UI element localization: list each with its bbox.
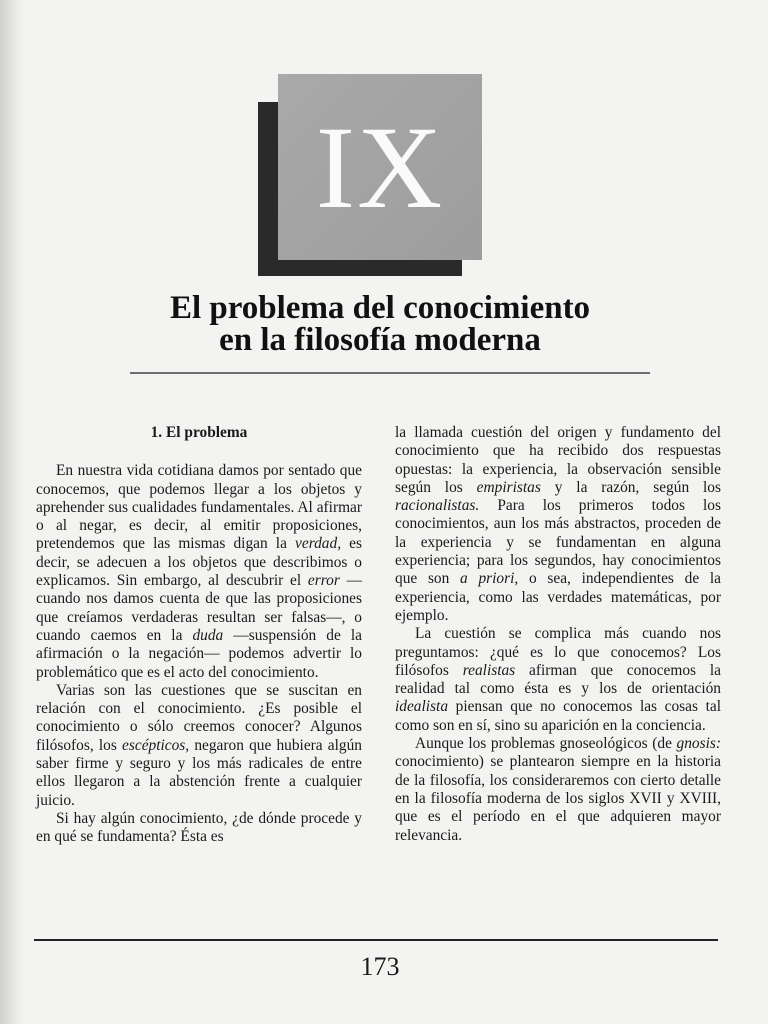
body-paragraph — [395, 625, 721, 735]
text-run: negaron que hubiera algún saber firme y seguro y los más radicales de entre ellos llegaron a la abstención frente a cualquier juicio. — [36, 736, 362, 809]
body-paragraph — [395, 735, 721, 845]
text-run: piensan que no conocemos las cosas tal como son en sí, sino su aparición en la conciencia. — [395, 698, 721, 734]
text-run: es decir, se adecuen a los objetos que describimos o explicamos. Sin embargo, al descubrir el — [36, 535, 362, 590]
body-paragraph — [36, 810, 362, 847]
italic-term: realistas — [462, 661, 516, 679]
chapter-numeral: IX — [315, 102, 445, 233]
text-run: Aunque los problemas gnoseológicos (de — [415, 735, 677, 753]
text-run: y la razón, según los — [540, 478, 721, 496]
italic-term: gnosis: — [676, 735, 721, 753]
chapter-title — [40, 292, 720, 356]
text-run: En nuestra vida cotidiana damos por sentado que conocemos, que podemos llegar a los objetos y aprehender sus cualidades fundamentales. Al afirmar o al negar, es decir, al emitir proposiciones, pretendemos que las mismas digan la — [36, 462, 362, 553]
text-run: Para los primeros todos los conocimientos, aun los más abstractos, proceden de la experiencia y se fundamentan en alguna experiencia; para los segundos, hay conocimientos que son — [395, 497, 721, 588]
italic-term: racionalistas. — [395, 497, 480, 515]
text-run: —suspensión de la afirmación o la negación— podemos advertir lo problemático que es el acto del conocimiento. — [36, 626, 362, 681]
text-run: Varias son las cuestiones que se suscitan en relación con el conocimiento. ¿Es posible el conocimiento o sólo creemos conocer? Algunos filósofos, los — [36, 681, 362, 754]
italic-term: escépticos, — [122, 736, 190, 754]
text-run: afirman que conocemos la realidad tal como ésta es y los de orientación — [395, 661, 721, 698]
footer-divider — [34, 939, 718, 941]
text-run: la llamada cuestión del origen y fundamento del conocimiento que ha recibido dos respuestas opuestas: la experiencia, la observación sensible según los — [395, 424, 721, 496]
right-column — [395, 424, 721, 845]
chapter-title-line-2: en la filosofía moderna — [219, 322, 541, 358]
chapter-badge — [258, 74, 482, 276]
italic-term: a priori, — [460, 570, 519, 588]
section-heading: 1. El problema — [150, 424, 248, 441]
book-spine-shadow — [0, 0, 24, 1024]
italic-term: duda — [192, 626, 224, 644]
title-divider — [130, 372, 650, 374]
italic-term: empiristas — [476, 478, 541, 496]
text-run: La cuestión se complica más cuando nos preguntamos: ¿qué es lo que conocemos? Los filósofos — [395, 625, 721, 679]
right-column-body — [395, 424, 721, 845]
italic-term: error — [307, 572, 340, 590]
body-paragraph — [36, 462, 362, 682]
body-paragraph — [395, 424, 721, 625]
left-column-body — [36, 462, 362, 846]
text-run: o sea, independientes de la experiencia, como las verdades matemáticas, por ejemplo. — [395, 570, 721, 624]
page-number: 173 — [360, 952, 400, 981]
text-run: conocimiento) se plantearon siempre en la historia de la filosofía, los consideraremos con cierto detalle en la filosofía moderna de los siglos XVII y XVIII, que es el período en el que adquieren mayor relevancia. — [395, 753, 721, 844]
left-column — [36, 424, 362, 847]
chapter-title-line-1: El problema del conocimiento — [169, 290, 591, 326]
body-paragraph — [36, 682, 362, 810]
italic-term: idealista — [395, 698, 449, 716]
text-run: —cuando nos damos cuenta de que las proposiciones que creíamos verdaderas resultan ser falsas—, o cuando caemos en la — [36, 572, 362, 644]
italic-term: verdad, — [295, 535, 342, 553]
text-run: Si hay algún conocimiento, ¿de dónde procede y en qué se fundamenta? Ésta es — [36, 809, 362, 846]
